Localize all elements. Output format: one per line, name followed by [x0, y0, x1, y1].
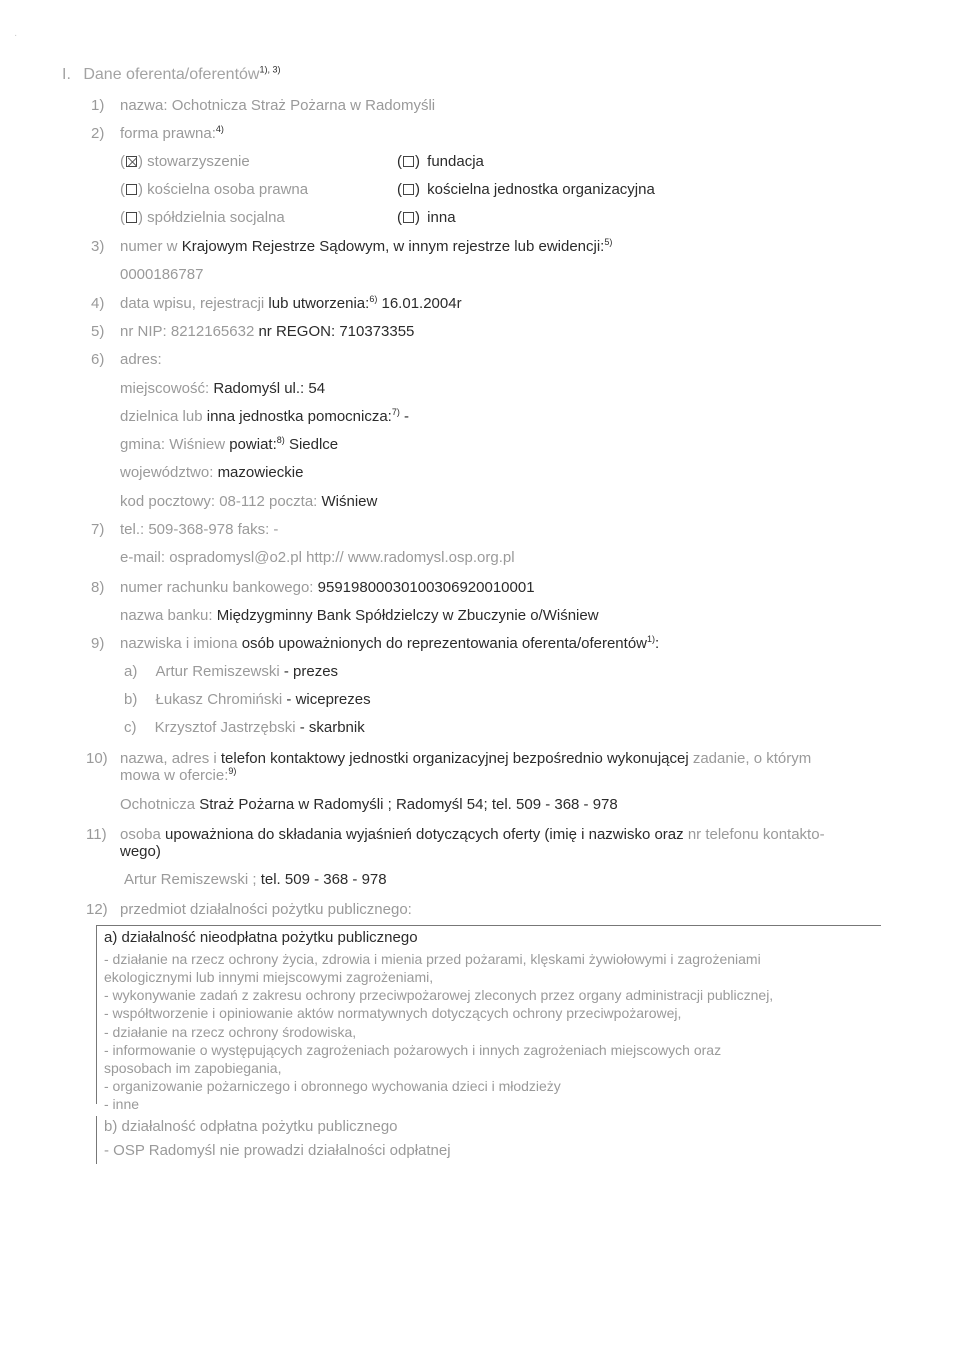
option-fundacja[interactable]: ( ) fundacja — [397, 153, 484, 170]
item-3-krs-label — [120, 238, 612, 256]
section-title-text: Dane oferenta/oferentów — [83, 66, 260, 83]
item-7-number: 7) — [91, 521, 105, 538]
representative-a — [124, 663, 338, 681]
checkbox-icon[interactable] — [126, 184, 137, 195]
item-2-label: forma prawna: — [120, 125, 216, 142]
item-5-nip-label: nr NIP: — [120, 323, 167, 340]
rep-role: - skarbnik — [299, 719, 365, 736]
district-label-a: dzielnica lub — [120, 408, 203, 425]
address-gmina-powiat — [120, 436, 338, 454]
item-4-number: 4) — [91, 295, 105, 312]
activity-line: - wykonywanie zadań z zakresu ochrony przeciwpożarowej zleconych przez organy administracji publicznej, — [104, 987, 774, 1003]
activity-line: - współtworzenie i opiniowanie aktów normatywnych dotyczących ochrony przeciwpożarowej, — [104, 1005, 682, 1021]
item-10-label-a: nazwa, adres i — [120, 750, 217, 767]
item-4-registration-date — [120, 295, 462, 313]
item-5-nip-regon — [120, 323, 414, 341]
option-stowarzyszenie[interactable]: ( ) stowarzyszenie — [120, 153, 250, 170]
powiat-label: powiat: — [229, 436, 277, 453]
rep-name: Łukasz Chromiński — [155, 691, 283, 708]
item-10-value — [120, 796, 618, 814]
account-label: numer rachunku bankowego: — [120, 579, 314, 596]
checkbox-icon[interactable] — [403, 156, 414, 167]
item-1-label: nazwa: — [120, 97, 168, 114]
voivodeship-label: województwo: — [120, 464, 214, 481]
rep-role: - prezes — [283, 663, 339, 680]
item-7-phone: tel.: 509-368-978 faks: - — [120, 521, 279, 538]
item-3-label-a: numer w — [120, 238, 178, 255]
item-5-regon: nr REGON: 710373355 — [258, 323, 415, 340]
paid-activity-heading: b) działalność odpłatna pożytku publicznego — [104, 1118, 398, 1135]
item-4-label-a: data wpisu, rejestracji — [120, 295, 265, 312]
item-8-bank-account — [120, 579, 535, 597]
item-3-label-b: Krajowym Rejestrze Sądowym, w innym rejestrze lub ewidencji: — [181, 238, 605, 255]
city-value: Radomyśl ul.: 54 — [213, 380, 326, 397]
paid-activity-box-edge — [96, 1116, 97, 1164]
item-3-number: 3) — [91, 238, 105, 255]
item-10-line2-text: mowa w ofercie: — [120, 767, 229, 784]
item-2-number: 2) — [91, 125, 105, 142]
item-2-sup: 4) — [215, 124, 224, 134]
checkbox-icon[interactable] — [403, 184, 414, 195]
activity-line: - inne — [104, 1096, 140, 1112]
address-district — [120, 408, 409, 426]
district-value: - — [404, 408, 410, 425]
item-11-value-b: tel. 509 - 368 - 978 — [260, 871, 387, 888]
representative-c — [124, 719, 365, 737]
gmina-value: Wiśniew — [169, 436, 226, 453]
item-10-number: 10) — [86, 750, 108, 767]
paid-activity-value: - OSP Radomyśl nie prowadzi działalności odpłatnej — [104, 1142, 451, 1159]
rep-letter: a) — [124, 663, 138, 680]
item-4-label-b: lub utworzenia: — [268, 295, 370, 312]
option-inna[interactable]: ( ) inna — [397, 209, 456, 226]
item-10-label-b: telefon kontaktowy jednostki organizacyjnej bezpośrednio wykonującej — [220, 750, 689, 767]
item-11-number: 11) — [86, 826, 107, 843]
item-10-label-c: zadanie, o którym — [692, 750, 812, 767]
item-10-value-a: Ochotnicza — [120, 796, 196, 813]
gmina-label: gmina: — [120, 436, 166, 453]
item-5-nip-value: 8212165632 — [170, 323, 255, 340]
item-6-label: adres: — [120, 351, 162, 368]
item-11-value — [124, 871, 387, 889]
rep-role: - wiceprezes — [286, 691, 371, 708]
representative-b — [124, 691, 371, 709]
option-label: kościelna jednostka organizacyjna — [427, 181, 655, 198]
item-9-colon: : — [655, 635, 660, 652]
item-9-representatives — [120, 635, 659, 653]
postal-label: kod pocztowy: 08-112 poczta: — [120, 493, 318, 510]
activity-line: - działanie na rzecz ochrony środowiska, — [104, 1024, 357, 1040]
item-8-number: 8) — [91, 579, 105, 596]
activity-line: sposobach im zapobiegania, — [104, 1060, 282, 1076]
section-title-sup: 1), 3) — [259, 64, 281, 75]
item-9-sup: 1) — [647, 634, 656, 644]
item-1-value: Ochotnicza Straż Pożarna w Radomyśli — [171, 97, 436, 114]
activity-line: - organizowanie pożarniczego i obronnego wychowania dzieci i młodzieży — [104, 1078, 561, 1094]
item-7-email-web — [120, 549, 515, 567]
scan-mark: · — [14, 30, 18, 41]
option-koscielna-jednostka[interactable]: ( ) kościelna jednostka organizacyjna — [397, 181, 655, 198]
item-12-label-text: przedmiot działalności pożytku publicznego: — [120, 901, 412, 918]
powiat-value: Siedlce — [288, 436, 339, 453]
activity-line: - działanie na rzecz ochrony życia, zdrowia i mienia przed pożarami, klęskami żywiołowymi i zagrożeniami — [104, 951, 761, 967]
section-title — [62, 66, 280, 84]
address-voivodeship — [120, 464, 303, 482]
option-spoldzielnia-socjalna[interactable]: ( ) spółdzielnia socjalna — [120, 209, 285, 226]
option-label: kościelna osoba prawna — [147, 181, 309, 198]
option-label: stowarzyszenie — [147, 153, 250, 170]
address-postal — [120, 493, 377, 511]
rep-letter: c) — [124, 719, 137, 736]
bank-label: nazwa banku: — [120, 607, 213, 624]
option-koscielna-osoba-prawna[interactable]: ( ) kościelna osoba prawna — [120, 181, 309, 198]
bank-value: Międzygminny Bank Spółdzielczy w Zbuczynie o/Wiśniew — [216, 607, 599, 624]
item-8-bank-name — [120, 607, 599, 625]
postal-value: Wiśniew — [321, 493, 378, 510]
item-9-number: 9) — [91, 635, 105, 652]
rep-name: Artur Remiszewski — [155, 663, 280, 680]
email-label: e-mail: — [120, 549, 166, 566]
option-label: inna — [427, 209, 456, 226]
item-4-value: 16.01.2004r — [381, 295, 462, 312]
checkbox-icon[interactable] — [403, 212, 414, 223]
option-label: fundacja — [427, 153, 484, 170]
item-11-label-b: upoważniona do składania wyjaśnień dotyczących oferty (imię i nazwisko oraz — [165, 826, 684, 843]
item-10-label-line2 — [120, 767, 236, 785]
email-value: ospradomysl@o2.pl http:// www.radomysl.osp.org.pl — [169, 549, 515, 566]
item-11-label — [120, 826, 825, 844]
account-value: 95919800030100306920010001 — [317, 579, 535, 596]
item-10-sup: 9) — [228, 766, 237, 776]
section-number: I. — [62, 66, 71, 83]
rep-letter: b) — [124, 691, 138, 708]
item-11-value-a: Artur Remiszewski ; — [124, 871, 257, 888]
item-10-label — [120, 750, 811, 768]
item-1-number: 1) — [91, 97, 105, 114]
activity-line: - informowanie o występujących zagrożeniach pożarowych i innych zagrożeniach miejscowych oraz — [104, 1042, 722, 1058]
item-2-legal-form — [120, 125, 224, 143]
checkbox-checked-icon[interactable] — [126, 156, 137, 167]
item-1-name — [120, 97, 435, 115]
item-11-label-c: nr telefonu kontakto- — [687, 826, 825, 843]
district-label-b: inna jednostka pomocnicza: — [206, 408, 392, 425]
district-sup: 7) — [391, 407, 400, 417]
item-9-label-a: nazwiska i imiona — [120, 635, 238, 652]
voivodeship-value: mazowieckie — [217, 464, 304, 481]
item-12-label — [120, 901, 412, 919]
checkbox-icon[interactable] — [126, 212, 137, 223]
address-city — [120, 380, 325, 398]
item-3-sup: 5) — [604, 237, 613, 247]
rep-name: Krzysztof Jastrzębski — [154, 719, 296, 736]
item-5-number: 5) — [91, 323, 105, 340]
item-3-krs-value: 0000186787 — [120, 266, 204, 283]
option-label: spółdzielnia socjalna — [147, 209, 285, 226]
item-12-number: 12) — [86, 901, 108, 918]
item-9-label-b: osób upoważnionych do reprezentowania oferenta/oferentów — [241, 635, 647, 652]
item-10-value-b: Straż Pożarna w Radomyśli ; Radomyśl 54; tel. 509 - 368 - 978 — [199, 796, 618, 813]
item-4-sup: 6) — [369, 294, 378, 304]
activity-line: ekologicznymi lub innymi miejscowymi zagrożeniami, — [104, 969, 434, 985]
item-6-number: 6) — [91, 351, 105, 368]
city-label: miejscowość: — [120, 380, 210, 397]
item-11-label-a: osoba — [120, 826, 161, 843]
nonpaid-activity-heading: a) działalność nieodpłatna pożytku publicznego — [104, 929, 418, 946]
powiat-sup: 8) — [276, 435, 285, 445]
item-11-label-line2: wego) — [120, 843, 161, 860]
